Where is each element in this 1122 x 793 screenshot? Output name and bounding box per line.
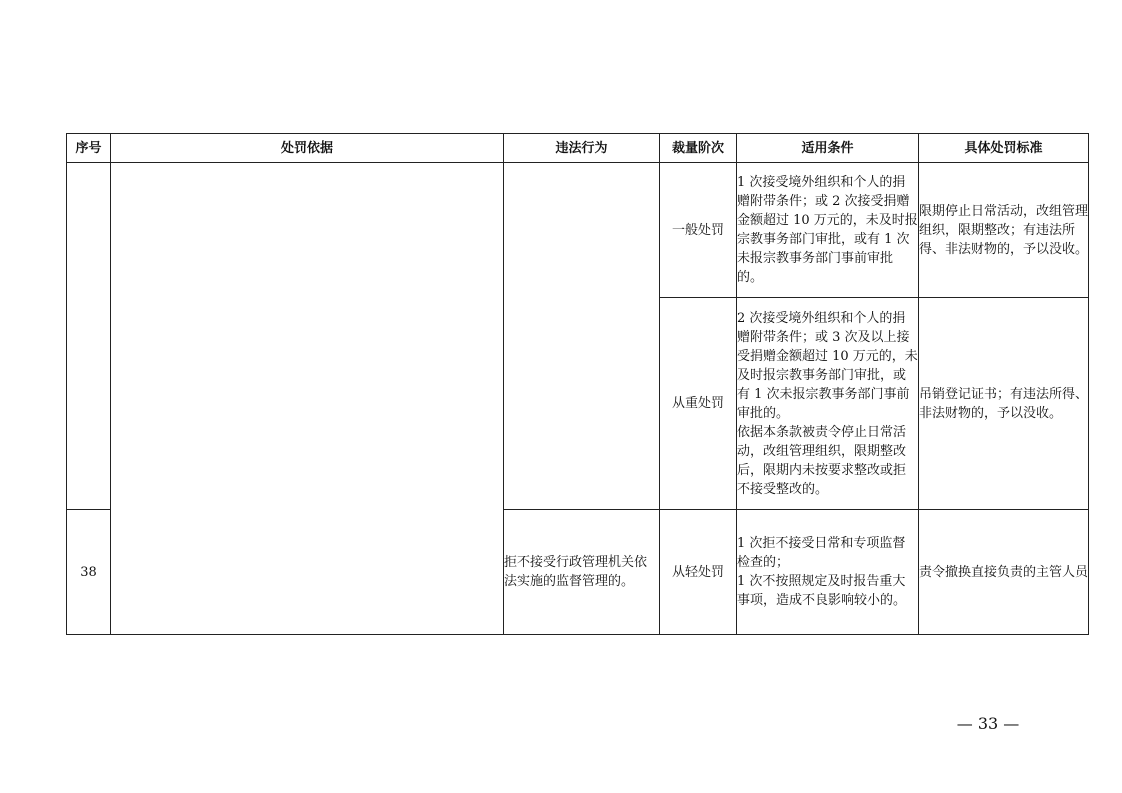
header-basis: 处罚依据	[111, 134, 504, 163]
basis-cell	[111, 163, 504, 635]
header-row	[67, 134, 1089, 163]
condition-line: 1 次不按照规定及时报告重大事项，造成不良影响较小的。	[737, 574, 907, 608]
page-number: — 33 —	[956, 714, 1020, 733]
header-seq: 序号	[67, 134, 111, 163]
level-cell: 从重处罚	[660, 298, 737, 510]
seq-cell	[67, 163, 111, 510]
violation-cell	[504, 163, 660, 510]
header-level: 裁量阶次	[660, 134, 737, 163]
standard-cell: 吊销登记证书；有违法所得、非法财物的，予以没收。	[919, 298, 1089, 510]
condition-cell	[737, 298, 919, 510]
standard-cell: 责令撤换直接负责的主管人员	[919, 510, 1089, 635]
condition-line: 1 次接受境外组织和个人的捐赠附带条件；或 2 次接受捐赠金额超过 10 万元的，未及时报宗教事务部门审批，或有 1 次未报宗教事务部门事前审批的。	[737, 175, 918, 285]
standard-cell: 限期停止日常活动，改组管理组织，限期整改；有违法所得、非法财物的，予以没收。	[919, 163, 1089, 298]
level-cell: 一般处罚	[660, 163, 737, 298]
table-row	[67, 163, 1089, 298]
penalty-table	[66, 133, 1089, 635]
condition-line: 依据本条款被责令停止日常活动，改组管理组织，限期整改后，限期内未按要求整改或拒不接受整改的。	[737, 424, 907, 497]
condition-line: 1 次拒不接受日常和专项监督检查的；	[737, 536, 906, 570]
condition-cell	[737, 510, 919, 635]
condition-cell	[737, 163, 919, 298]
header-violation: 违法行为	[504, 134, 660, 163]
seq-cell: 38	[67, 510, 111, 635]
level-cell: 从轻处罚	[660, 510, 737, 635]
header-standard: 具体处罚标准	[919, 134, 1089, 163]
violation-cell: 拒不接受行政管理机关依法实施的监督管理的。	[504, 510, 660, 635]
header-condition: 适用条件	[737, 134, 919, 163]
penalty-table-container	[66, 133, 1088, 635]
condition-line: 2 次接受境外组织和个人的捐赠附带条件；或 3 次及以上接受捐赠金额超过 10 万元的，未及时报宗教事务部门审批，或有 1 次未报宗教事务部门事前审批的。	[737, 310, 918, 421]
